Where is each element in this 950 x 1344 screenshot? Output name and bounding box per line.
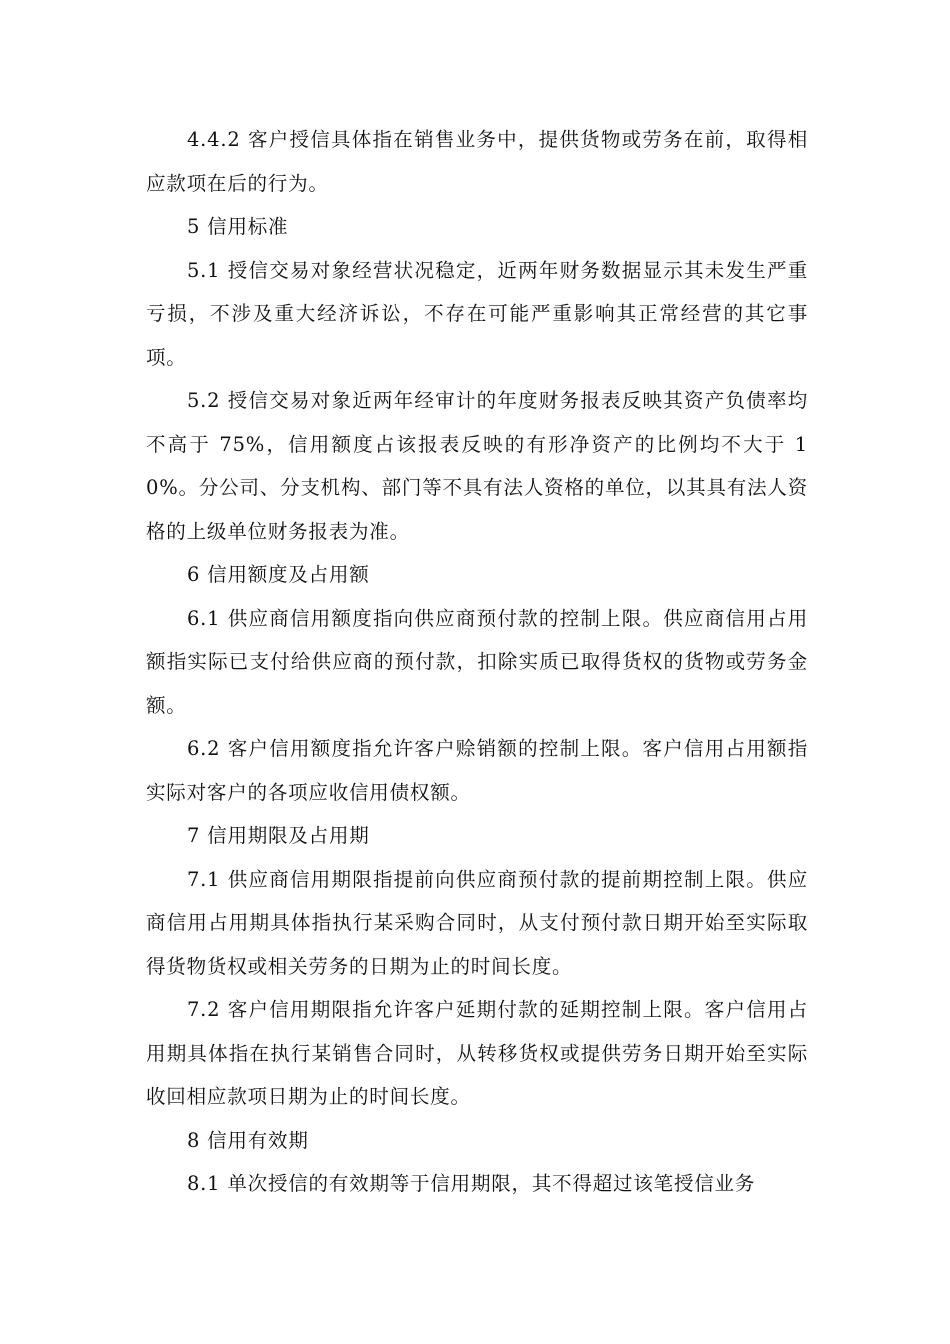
paragraph-5-1: 5.1 授信交易对象经营状况稳定，近两年财务数据显示其未发生严重亏损，不涉及重大经济诉讼，不存在可能严重影响其正常经营的其它事项。 <box>146 258 808 369</box>
paragraph-8-1: 8.1 单次授信的有效期等于信用期限，其不得超过该笔授信业务 <box>186 1172 756 1195</box>
document-body <box>146 118 808 1206</box>
section-heading-8: 8 信用有效期 <box>186 1128 309 1152</box>
paragraph-7-1: 7.1 供应商信用期限指提前向供应商预付款的提前期控制上限。供应商信用占用期具体指执行某采购合同时，从支付预付款日期开始至实际取得货物货权或相关劳务的日期为止的时间长度。 <box>146 867 808 978</box>
paragraph-6-2: 6.2 客户信用额度指允许客户赊销额的控制上限。客户信用占用额指实际对客户的各项应收信用债权额。 <box>146 737 808 804</box>
paragraph-4-4-2: 4.4.2 客户授信具体指在销售业务中，提供货物或劳务在前，取得相应款项在后的行为。 <box>146 128 808 195</box>
section-heading-5: 5 信用标准 <box>186 215 289 238</box>
paragraph-5-2: 5.2 授信交易对象近两年经审计的年度财务报表反映其资产负债率均不高于 75%，信用额度占该报表反映的有形净资产的比例均不大于 10%。分公司、分支机构、部门等不具有法人资格的单位，以其具有法人资格的上级单位财务报表为准。 <box>146 389 808 543</box>
section-heading-6: 6 信用额度及占用额 <box>186 563 370 586</box>
paragraph-7-2: 7.2 客户信用期限指允许客户延期付款的延期控制上限。客户信用占用期具体指在执行某销售合同时，从转移货权或提供劳务日期开始至实际收回相应款项日期为止的时间长度。 <box>146 998 808 1108</box>
paragraph-6-1: 6.1 供应商信用额度指向供应商预付款的控制上限。供应商信用占用额指实际已支付给供应商的预付款，扣除实质已取得货权的货物或劳务金额。 <box>146 606 808 717</box>
section-heading-7: 7 信用期限及占用期 <box>186 824 370 847</box>
